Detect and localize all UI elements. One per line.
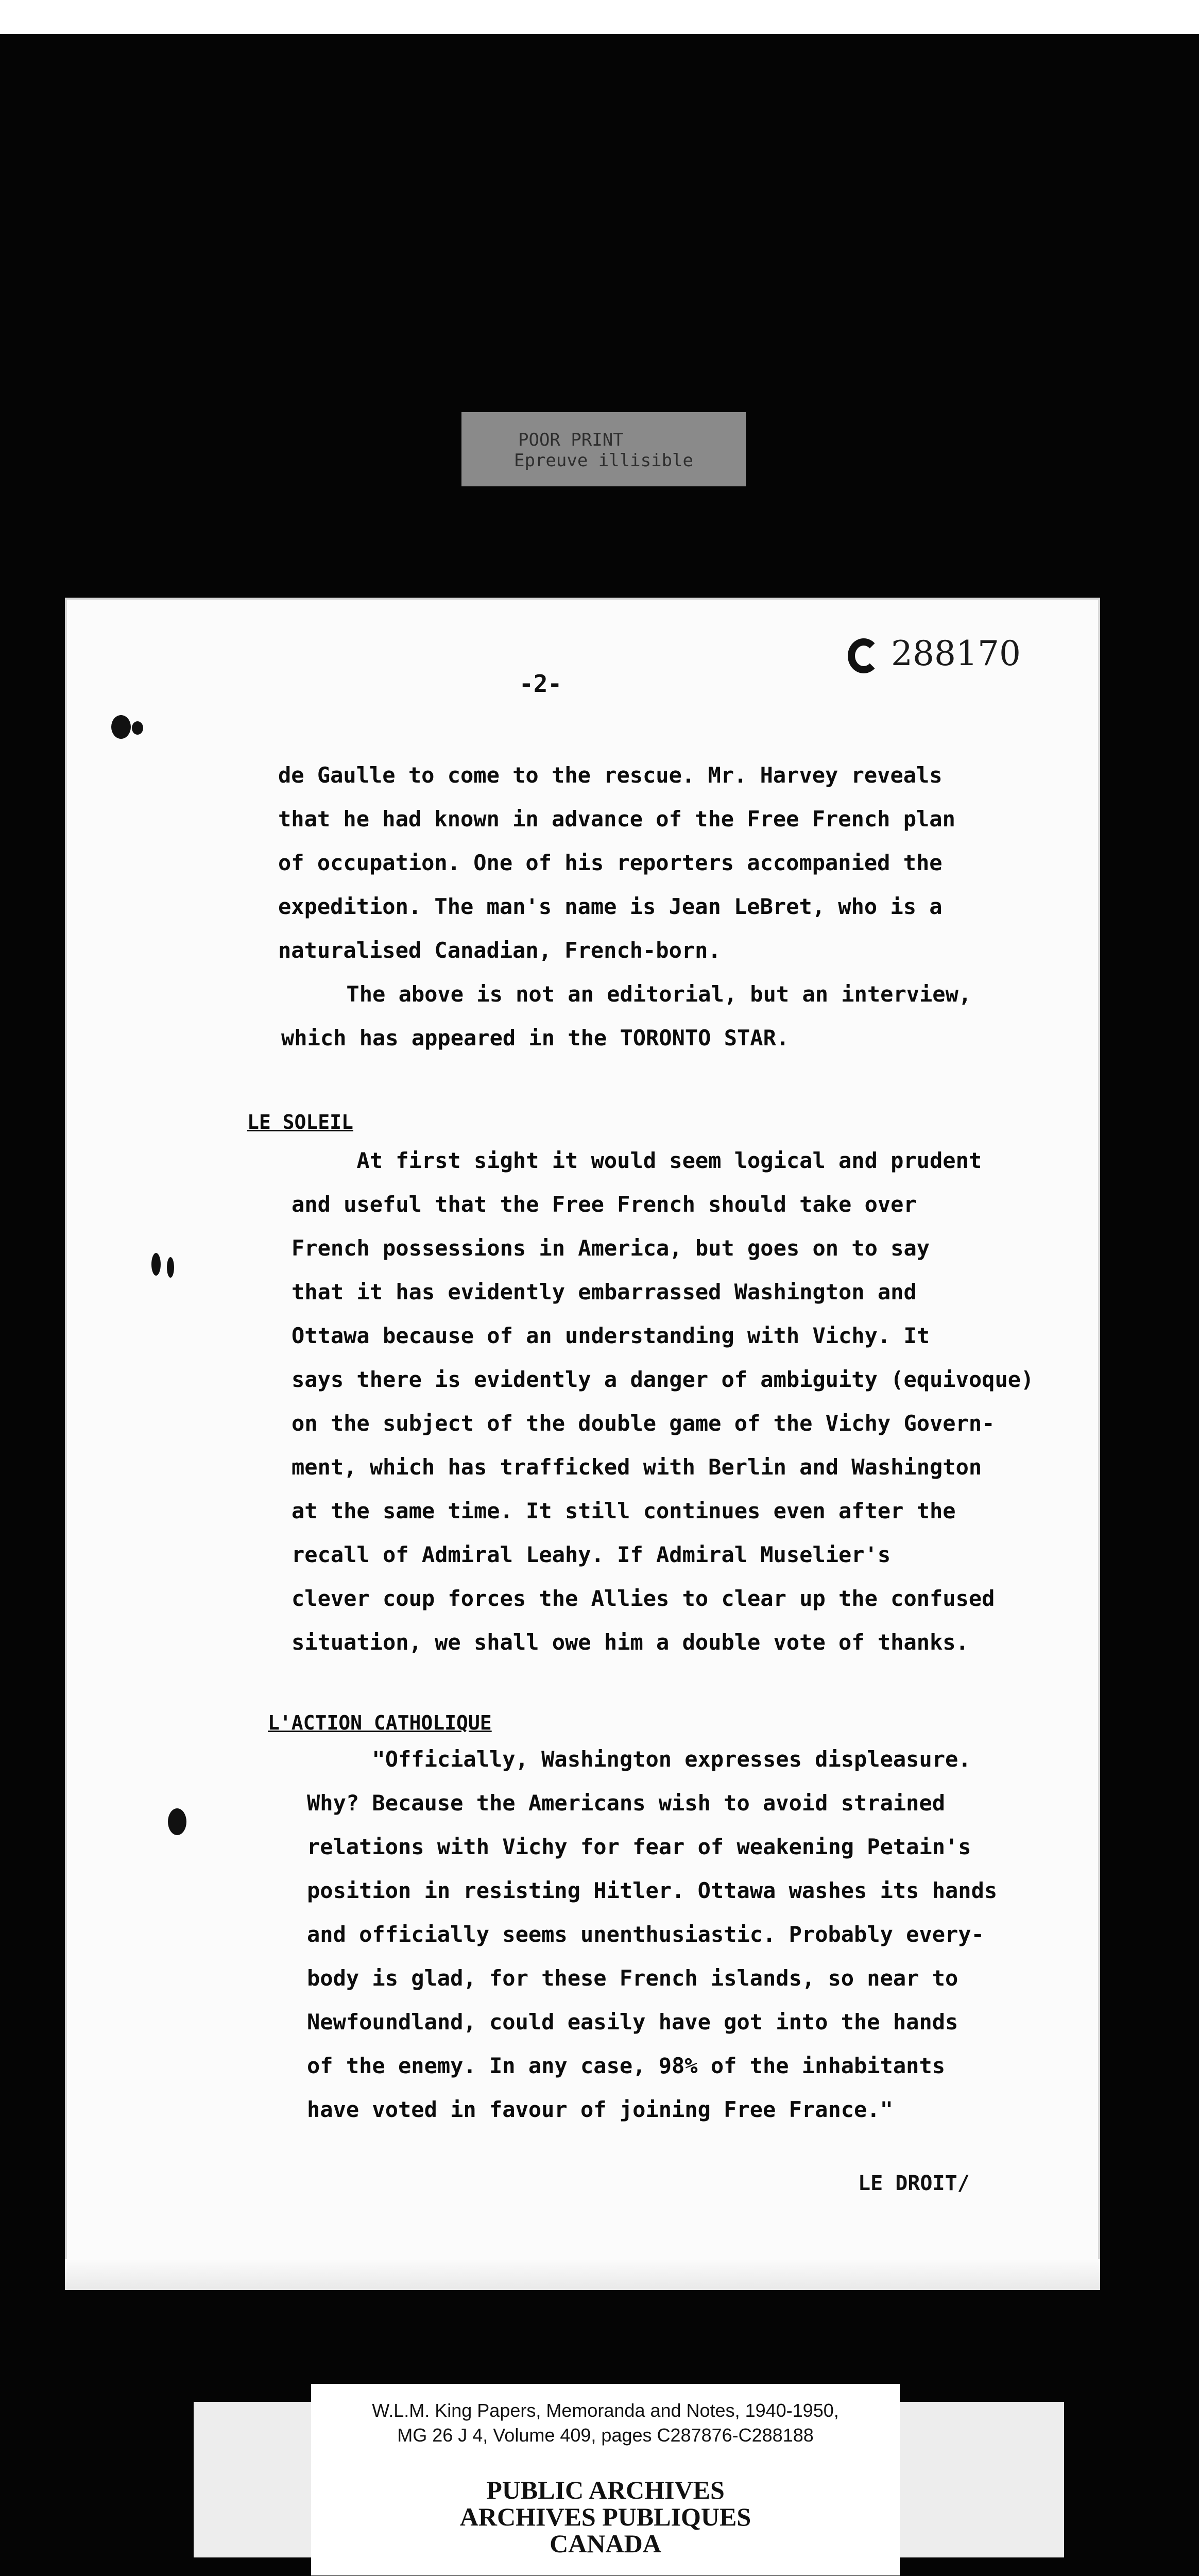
text-line: and officially seems unenthusiastic. Probably every-	[307, 1922, 984, 1947]
archive-reference-line-2: MG 26 J 4, Volume 409, pages C287876-C288188	[397, 2425, 814, 2446]
document-page	[65, 598, 1100, 2290]
text-line: The above is not an editorial, but an interview,	[281, 981, 972, 1007]
archive-label	[311, 2384, 900, 2575]
le-soleil-paragraph	[292, 1139, 1034, 1664]
ink-mark-top-left-2	[132, 721, 143, 735]
page-number: -2-	[519, 670, 562, 698]
text-line: At first sight it would seem logical and prudent	[292, 1148, 982, 1173]
reference-number-text: 288170	[891, 634, 1021, 673]
text-line: position in resisting Hitler. Ottawa washes its hands	[307, 1878, 998, 1903]
archive-reference-line-1: W.L.M. King Papers, Memoranda and Notes, 1940-1950,	[372, 2400, 839, 2421]
text-line: de Gaulle to come to the rescue. Mr. Harvey reveals	[278, 762, 943, 788]
reference-number	[848, 634, 1021, 673]
hole-punch-mark	[168, 1808, 186, 1835]
reference-c-mark	[848, 638, 880, 673]
text-line: Why? Because the Americans wish to avoid strained	[307, 1790, 946, 1816]
text-line: which has appeared in the TORONTO STAR.	[281, 1025, 790, 1050]
ink-mark-top-left	[111, 715, 131, 739]
ink-mark-middle-left-2	[167, 1257, 174, 1278]
text-line: at the same time. It still continues even after the	[292, 1498, 956, 1523]
text-line: and useful that the Free French should take over	[292, 1192, 917, 1217]
poor-print-line-2: Epreuve illisible	[514, 450, 693, 471]
text-line: expedition. The man's name is Jean LeBret, who is a	[278, 894, 943, 919]
text-line: Ottawa because of an understanding with Vichy. It	[292, 1323, 930, 1348]
archive-name-line-3: CANADA	[550, 2529, 661, 2558]
opening-paragraph	[278, 753, 955, 972]
poor-print-label	[461, 412, 746, 486]
text-line: naturalised Canadian, French-born.	[278, 938, 721, 963]
text-line: on the subject of the double game of the Vichy Govern-	[292, 1411, 995, 1436]
poor-print-line-1: POOR PRINT	[518, 430, 624, 450]
archive-name	[311, 2477, 900, 2557]
text-line: that it has evidently embarrassed Washington and	[292, 1279, 917, 1304]
text-line: situation, we shall owe him a double vote of thanks.	[292, 1630, 969, 1655]
text-line: Newfoundland, could easily have got into the hands	[307, 2009, 958, 2035]
text-line: of occupation. One of his reporters accompanied the	[278, 850, 943, 875]
text-line: recall of Admiral Leahy. If Admiral Muselier's	[292, 1542, 891, 1567]
text-line: clever coup forces the Allies to clear up the confused	[292, 1586, 995, 1611]
text-line: "Officially, Washington expresses displeasure.	[307, 1747, 971, 1772]
text-line: relations with Vichy for fear of weakening Petain's	[307, 1834, 971, 1859]
text-line: of the enemy. In any case, 98% of the inhabitants	[307, 2053, 946, 2078]
text-line: body is glad, for these French islands, so near to	[307, 1965, 958, 1991]
archive-reference	[311, 2398, 900, 2448]
second-paragraph	[281, 972, 971, 1060]
text-line: that he had known in advance of the Free French plan	[278, 806, 955, 832]
text-line: French possessions in America, but goes on to say	[292, 1235, 930, 1261]
text-line: says there is evidently a danger of ambiguity (equivoque)	[292, 1367, 1034, 1392]
action-catholique-paragraph	[307, 1737, 997, 2131]
signoff-le-droit: LE DROIT/	[858, 2172, 970, 2195]
text-line: have voted in favour of joining Free France."	[307, 2097, 893, 2122]
archive-name-line-2: ARCHIVES PUBLIQUES	[459, 2502, 751, 2531]
ink-mark-middle-left	[151, 1253, 161, 1276]
heading-action-catholique: L'ACTION CATHOLIQUE	[268, 1711, 492, 1734]
heading-le-soleil: LE SOLEIL	[247, 1111, 353, 1133]
archive-name-line-1: PUBLIC ARCHIVES	[486, 2476, 725, 2504]
text-line: ment, which has trafficked with Berlin and Washington	[292, 1454, 982, 1480]
